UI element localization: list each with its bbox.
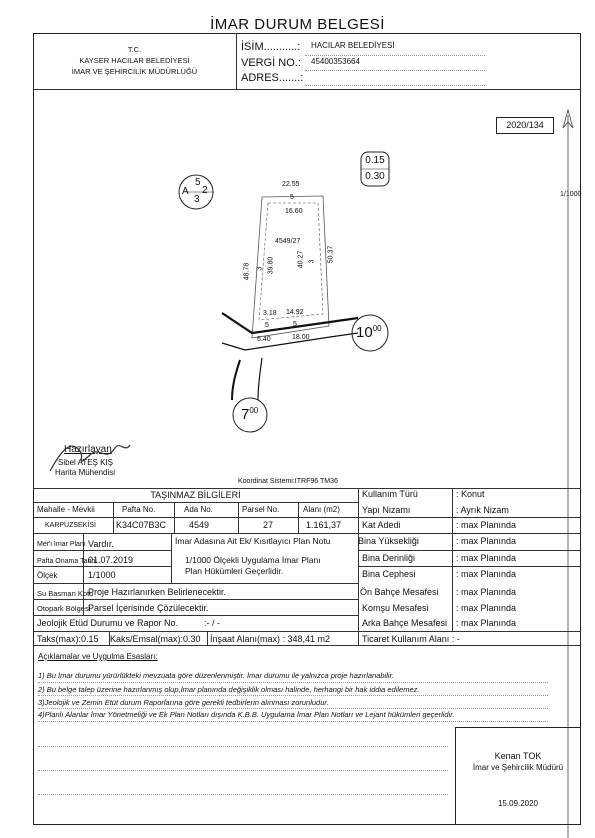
prepared-name: Sibel ATEŞ KIŞ xyxy=(58,458,113,467)
dim-bottom-setback: 5 xyxy=(293,321,297,328)
komsu-label: Komşu Mesafesi xyxy=(362,603,429,613)
header-divider xyxy=(33,89,581,90)
tasinmaz-values-line xyxy=(33,533,358,534)
isim-label: İSİM...........: xyxy=(241,41,301,53)
dim-road-right: 18.00 xyxy=(292,334,310,341)
dim-right-setback: 3 xyxy=(308,259,316,264)
explanation-dots-6 xyxy=(38,770,448,771)
kaks-divider xyxy=(207,631,208,645)
dim-bottom-left: 3.18 xyxy=(263,310,277,317)
yapi-nizami-label: Yapı Nizamı xyxy=(362,505,411,515)
col-pafta: Pafta No. xyxy=(122,505,156,514)
bina-cephesi-label: Bina Cephesi xyxy=(362,569,416,579)
dim-right-outer: 50.37 xyxy=(327,245,335,264)
dim-left-outer: 48.78 xyxy=(243,262,251,281)
row-line-4 xyxy=(33,599,358,600)
col-divider-2 xyxy=(174,502,175,533)
vergi-dots xyxy=(305,70,485,71)
jeolojik-value: :- / - xyxy=(204,618,220,628)
coordinate-system: Koordinat Sistemi:ITRF96 TM36 xyxy=(238,478,338,485)
department-name: İMAR VE ŞEHİRCİLİK MÜDÜRLÜĞÜ xyxy=(71,67,198,76)
zone-upper: 5 xyxy=(195,177,201,188)
meri-plan-value: Vardır. xyxy=(88,539,114,549)
olcek-label: Ölçek xyxy=(37,571,58,580)
isim-dots xyxy=(305,55,485,56)
su-basman-label: Su Basman Kotu xyxy=(37,589,94,598)
explanation-dots-2 xyxy=(38,695,548,696)
zone-taks: 0.15 xyxy=(365,155,385,166)
header-vertical xyxy=(236,33,237,89)
row-line-3 xyxy=(33,583,358,584)
explanation-4: 4)Planlı Alanlar İmar Yönetmeliği ve Ek Plan Notları dışında K.B.B. Uygulama İmar Plan Notları ve Lejant hükümleri geçerlidir. xyxy=(38,710,455,719)
dim-right-inner: 40.27 xyxy=(297,250,305,269)
right-label-divider xyxy=(452,488,453,631)
signature-box xyxy=(455,727,581,825)
notes-text-1: 1/1000 Ölçekli Uygulama İmar Planı xyxy=(185,555,321,565)
taks-divider xyxy=(109,631,110,645)
notes-header: İmar Adasına Ait Ek/ Kısıtlayıcı Plan Notu xyxy=(175,536,331,546)
bina-yuksekligi-label: Bina Yüksekliği xyxy=(358,536,419,546)
tc-label: T.C. xyxy=(127,45,142,54)
on-bahce-value: : max Planında xyxy=(456,587,517,597)
kat-adedi-label: Kat Adedi xyxy=(362,520,401,530)
dim-setback-top: 5 xyxy=(290,194,294,201)
prepared-title: Harita Mühendisi xyxy=(55,468,116,477)
pafta-onama-label: Pafta Onama Tarihi xyxy=(37,558,97,565)
road-width-side-value: 7 xyxy=(241,406,250,423)
ticaret-value: Ticaret Kullanım Alanı : - xyxy=(362,634,460,644)
explanation-dots-7 xyxy=(38,794,448,795)
notes-divider xyxy=(171,533,172,583)
insaat-value: İnşaat Alanı(max) : 348,41 m2 xyxy=(210,634,331,644)
col-divider-4 xyxy=(298,502,299,533)
table-top-line xyxy=(33,488,581,489)
on-bahce-label: Ön Bahçe Mesafesi xyxy=(360,587,439,597)
explanation-dots-1 xyxy=(38,682,548,683)
road-width-main xyxy=(356,325,382,340)
adres-label: ADRES.......: xyxy=(241,72,304,84)
su-basman-value: Proje Hazırlanırken Belirlenecektir. xyxy=(88,587,227,597)
explanation-dots-3 xyxy=(38,708,548,709)
col-divider-1 xyxy=(113,502,114,533)
row-line-5 xyxy=(33,615,358,616)
signatory-title: İmar ve Şehircilik Müdürü xyxy=(472,763,564,772)
vergi-value: 45400353664 xyxy=(311,57,360,66)
tasinmaz-header: TAŞINMAZ BİLGİLERİ xyxy=(150,490,241,500)
document-title: İMAR DURUM BELGESİ xyxy=(210,16,385,33)
kaks-value: Kaks/Emsal(max):0.30 xyxy=(110,634,201,644)
row-line-6 xyxy=(33,631,581,632)
parcel-id: 4549/27 xyxy=(275,238,301,245)
jeolojik-label: Jeolojik Etüd Durumu ve Rapor No. xyxy=(37,618,179,628)
explanation-dots-5 xyxy=(38,746,448,747)
signatory-name: Kenan TOK xyxy=(494,751,542,761)
explanation-1: 1) Bu İmar durumu yürürlükteki mevzuata göre düzenlenmiştir. İmar durumu ile yalnızca proje hazırlanabilir. xyxy=(38,671,394,680)
otopark-value: Parsel İçerisinde Çözülecektir. xyxy=(88,603,209,613)
right-line-2 xyxy=(358,533,581,534)
kat-adedi-value: : max Planında xyxy=(456,520,517,530)
left-label-divider-2 xyxy=(83,583,84,615)
olcek-value: 1/1000 xyxy=(88,570,116,580)
tasinmaz-header-line xyxy=(33,502,358,503)
doc-no: 2020/134 xyxy=(506,120,544,130)
explanation-dots-4 xyxy=(38,721,548,722)
dim-bottom-inner: 14.92 xyxy=(286,309,304,316)
meri-plan-label: Mer'i İmar Planı xyxy=(37,541,86,548)
dim-top: 22.55 xyxy=(282,181,300,188)
otopark-label: Otopark Bölgesi xyxy=(37,604,91,613)
col-parsel: Parsel No. xyxy=(242,505,280,514)
col-divider-3 xyxy=(238,502,239,533)
map-scale: 1/1000 xyxy=(560,191,582,198)
road-width-main-sup: 00 xyxy=(372,324,382,333)
val-parsel: 27 xyxy=(263,520,274,530)
dim-left-inner: 39.80 xyxy=(267,256,275,275)
right-line-1 xyxy=(358,517,581,518)
dim-road-left: 6.40 xyxy=(257,336,271,343)
notes-text-2: Plan Hükümleri Geçerlidir. xyxy=(185,566,284,576)
signature-date: 15.09.2020 xyxy=(497,799,539,808)
explanations-header: Açıklamalar ve Uygulma Esasları: xyxy=(38,652,158,661)
row-line-7 xyxy=(33,645,581,646)
row-line-2 xyxy=(33,566,171,567)
isim-value: HACILAR BELEDİYESİ xyxy=(311,41,395,50)
explanation-3: 3)Jeolojik ve Zemin Etüt durum Raporlarına göre gerekli tedbirlerin alınması zorunludur. xyxy=(38,698,329,707)
col-mahalle: Mahalle - Mevkii xyxy=(37,505,95,514)
zone-kaks: 0.30 xyxy=(365,171,385,182)
kullanim-label: Kullanım Türü xyxy=(362,489,418,499)
val-pafta: K34C07B3C xyxy=(116,520,167,530)
val-ada: 4549 xyxy=(189,520,210,530)
col-alan: Alanı (m2) xyxy=(303,505,340,514)
tasinmaz-columns-line xyxy=(33,517,358,518)
adres-dots xyxy=(305,85,485,86)
explanation-2: 2) Bu belge talep üzerine hazırlanmış olup,İmar planında değişiklik olması halinde, herhangi bir hak iddia edilemez. xyxy=(38,685,420,694)
signature-scribble xyxy=(45,433,135,478)
zone-right: 2 xyxy=(202,185,208,196)
bina-derinligi-label: Bina Derinliği xyxy=(362,553,416,563)
arka-bahce-label: Arka Bahçe Mesafesi xyxy=(362,618,448,628)
arka-bahce-value: : max Planında xyxy=(456,618,517,628)
row-line-1 xyxy=(33,550,171,551)
zone-letter: A xyxy=(182,186,189,197)
dim-inner-top: 16.60 xyxy=(285,208,303,215)
dim-left-setback: 3 xyxy=(256,266,264,271)
municipality-name: KAYSER HACILAR BELEDİYESİ xyxy=(79,56,190,65)
pafta-onama-value: 01.07.2019 xyxy=(88,555,134,565)
right-line-4 xyxy=(358,566,581,567)
bina-cephesi-value: : max Planında xyxy=(456,569,517,579)
road-width-side-sup: 00 xyxy=(249,406,259,415)
zone-lower: 3 xyxy=(194,194,200,205)
vergi-label: VERGİ NO.: xyxy=(241,57,301,69)
kullanim-value: : Konut xyxy=(456,489,485,499)
prepared-label: Hazırlayan xyxy=(64,444,112,455)
bina-derinligi-value: : max Planında xyxy=(456,553,517,563)
yapi-nizami-value: : Ayrık Nizam xyxy=(456,505,509,515)
road-width-side xyxy=(241,407,258,422)
road-width-main-value: 10 xyxy=(356,324,373,341)
col-ada: Ada No. xyxy=(184,505,213,514)
val-alan: 1.161,37 xyxy=(306,520,342,530)
right-line-3 xyxy=(358,550,581,551)
dim-setback-small-left: 5 xyxy=(265,322,269,329)
val-mahalle: KARPUZSEKİSİ xyxy=(45,522,96,529)
komsu-value: : max Planında xyxy=(456,603,517,613)
taks-value: Taks(max):0.15 xyxy=(37,634,99,644)
bina-yuksekligi-value: : max Planında xyxy=(456,536,517,546)
